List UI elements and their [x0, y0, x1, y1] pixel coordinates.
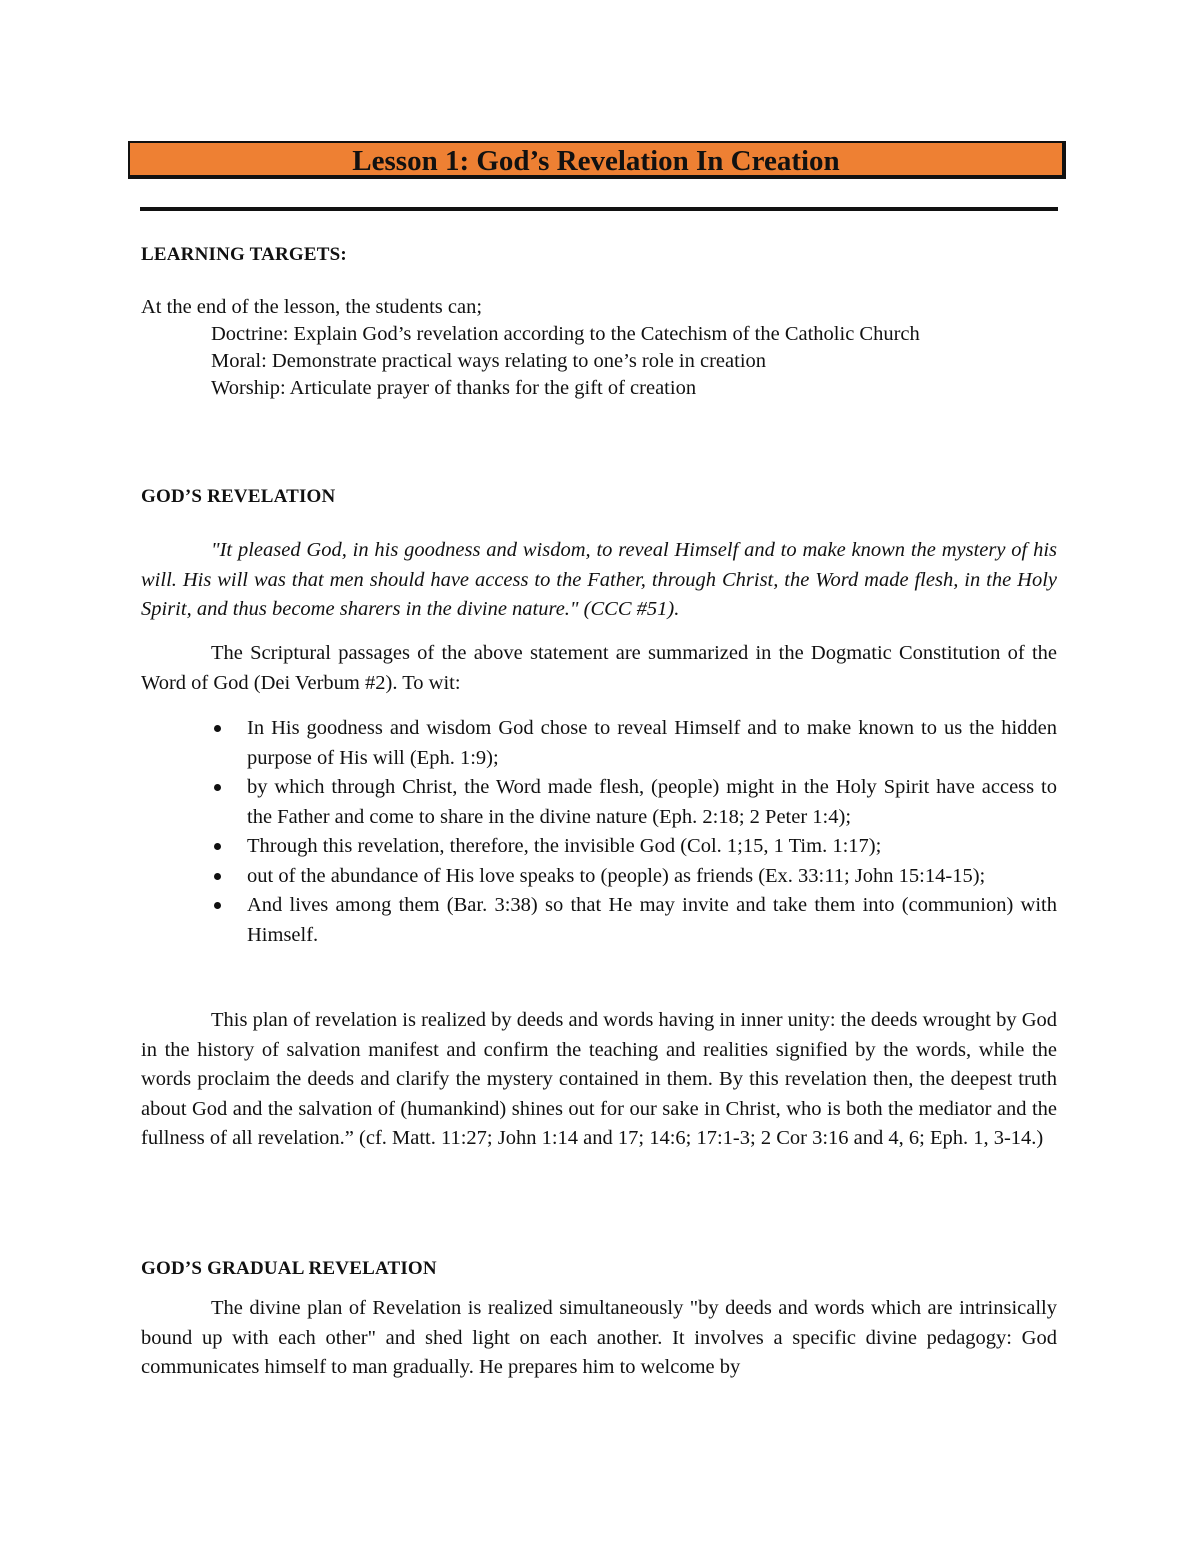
revelation-bullet-list [211, 714, 1057, 950]
list-item: out of the abundance of His love speaks to (people) as friends (Ex. 33:11; John 15:14-15); [211, 862, 1057, 892]
ccc-quote-text: "It pleased God, in his goodness and wisdom, to reveal Himself and to make known the mystery of his will. His will was that men should have access to the Father, through Christ, the Word made flesh, in the Holy Spirit, and thus become sharers in the divine nature." (CCC #51). [141, 539, 1057, 620]
gradual-revelation-text: The divine plan of Revelation is realized simultaneously "by deeds and words which are intrinsically bound up with each other" and shed light on each another. It involves a specific divine pedagogy: God communicates himself to man gradually. He prepares him to welcome by [141, 1297, 1057, 1378]
learning-targets-heading: LEARNING TARGETS: [141, 244, 347, 265]
ccc-quote [141, 536, 1057, 625]
gradual-revelation-heading: GOD’S GRADUAL REVELATION [141, 1258, 437, 1279]
bullet-icon [214, 784, 221, 791]
list-item: by which through Christ, the Word made flesh, (people) might in the Holy Spirit have access to the Father and come to share in the divine nature (Eph. 2:18; 2 Peter 1:4); [211, 773, 1057, 832]
dei-verbum-summary [141, 639, 1057, 698]
revelation-plan-paragraph [141, 1006, 1057, 1154]
lesson-title: Lesson 1: God’s Revelation In Creation [352, 145, 840, 177]
bullet-icon [214, 725, 221, 732]
revelation-plan-text: This plan of revelation is realized by deeds and words having in inner unity: the deeds wrought by God in the history of salvation manifest and confirm the teaching and realities signified by the words, while the words proclaim the deeds and clarify the mystery contained in them. By this revelation then, the deepest truth about God and the salvation of (humankind) shines out for our sake in Christ, who is both the mediator and the fullness of all revelation.” (cf. Matt. 11:27; John 1:14 and 17; 14:6; 17:1-3; 2 Cor 3:16 and 4, 6; Eph. 1, 3-14.) [141, 1009, 1057, 1149]
learning-target-doctrine: Doctrine: Explain God’s revelation according to the Catechism of the Catholic Church [211, 323, 920, 345]
lesson-title-banner [128, 141, 1066, 179]
title-divider [140, 207, 1058, 211]
learning-target-moral: Moral: Demonstrate practical ways relating to one’s role in creation [211, 350, 767, 372]
list-item: In His goodness and wisdom God chose to reveal Himself and to make known to us the hidden purpose of His will (Eph. 1:9); [211, 714, 1057, 773]
learning-target-worship: Worship: Articulate prayer of thanks for the gift of creation [211, 377, 697, 399]
gods-revelation-heading: GOD’S REVELATION [141, 486, 336, 507]
learning-targets-intro: At the end of the lesson, the students can; [141, 296, 483, 318]
bullet-icon [214, 843, 221, 850]
bullet-icon [214, 873, 221, 880]
bullet-icon [214, 902, 221, 909]
dei-verbum-summary-text: The Scriptural passages of the above statement are summarized in the Dogmatic Constitution of the Word of God (Dei Verbum #2). To wit: [141, 642, 1057, 694]
gradual-revelation-paragraph [141, 1294, 1057, 1383]
list-item: Through this revelation, therefore, the invisible God (Col. 1;15, 1 Tim. 1:17); [211, 832, 1057, 862]
list-item: And lives among them (Bar. 3:38) so that He may invite and take them into (communion) with Himself. [211, 891, 1057, 950]
